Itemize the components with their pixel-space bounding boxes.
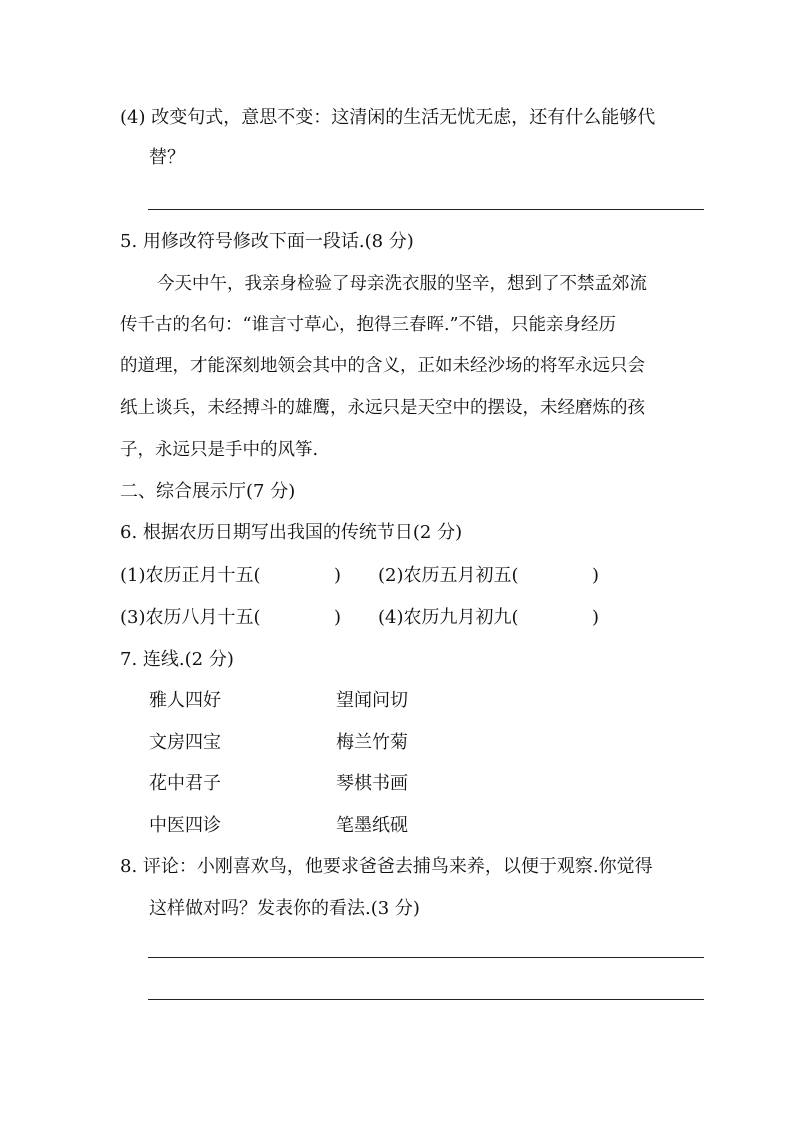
q4-answer-line[interactable] (148, 209, 704, 210)
q5-para-line4: 纸上谈兵，未经搏斗的雄鹰，永远只是天空中的摆设，未经磨炼的孩 (120, 398, 645, 418)
q5-para-line1: 今天中午，我亲身检验了母亲洗衣服的坚辛，想到了不禁孟郊流 (157, 274, 647, 294)
q6-item4-label: (4)农历九月初九( (378, 607, 519, 628)
q6-item1-label: (1)农历正月十五( (120, 565, 261, 586)
q6-item2-label: (2)农历五月初五( (378, 565, 519, 586)
q7-left-item-3[interactable]: 花中君子 (149, 773, 221, 794)
q8-text-line1: 8. 评论：小刚喜欢鸟，他要求爸爸去捕鸟来养，以便于观察.你觉得 (120, 856, 653, 877)
q7-left-item-2[interactable]: 文房四宝 (149, 732, 221, 753)
q6-item1-close: ) (334, 565, 342, 586)
q8-answer-line-2[interactable] (148, 999, 704, 1000)
q7-left-item-4[interactable]: 中医四诊 (149, 815, 221, 836)
q7-right-item-3[interactable]: 琴棋书画 (336, 773, 408, 794)
q5-title: 5. 用修改符号修改下面一段话.(8 分) (120, 231, 414, 252)
q7-right-item-4[interactable]: 笔墨纸砚 (336, 815, 408, 836)
q8-text-line2: 这样做对吗？发表你的看法.(3 分) (149, 898, 420, 919)
q6-item4-close: ) (592, 607, 600, 628)
q7-left-item-1[interactable]: 雅人四好 (149, 690, 221, 711)
section2-title: 二、综合展示厅(7 分) (120, 481, 296, 502)
q6-item2-close: ) (592, 565, 600, 586)
q5-para-line3: 的道理，才能深刻地领会其中的含义，正如未经沙场的将军永远只会 (120, 356, 645, 376)
q8-answer-line-1[interactable] (148, 957, 704, 958)
q4-text-line1: (4) 改变句式，意思不变：这清闲的生活无忧无虑，还有什么能够代 (120, 107, 656, 128)
q4-text-line2: 替？ (149, 147, 185, 168)
q6-item3-label: (3)农历八月十五( (120, 607, 261, 628)
q7-right-item-1[interactable]: 望闻问切 (336, 690, 408, 711)
q5-para-line2: 传千古的名句：“谁言寸草心，抱得三春晖.”不错，只能亲身经历 (120, 315, 616, 335)
q6-item3-close: ) (334, 607, 342, 628)
q5-para-line5: 子，永远只是手中的风筝. (120, 440, 319, 460)
q7-right-item-2[interactable]: 梅兰竹菊 (336, 732, 408, 753)
q7-title: 7. 连线.(2 分) (120, 649, 234, 670)
q6-title: 6. 根据农历日期写出我国的传统节日(2 分) (120, 522, 463, 543)
